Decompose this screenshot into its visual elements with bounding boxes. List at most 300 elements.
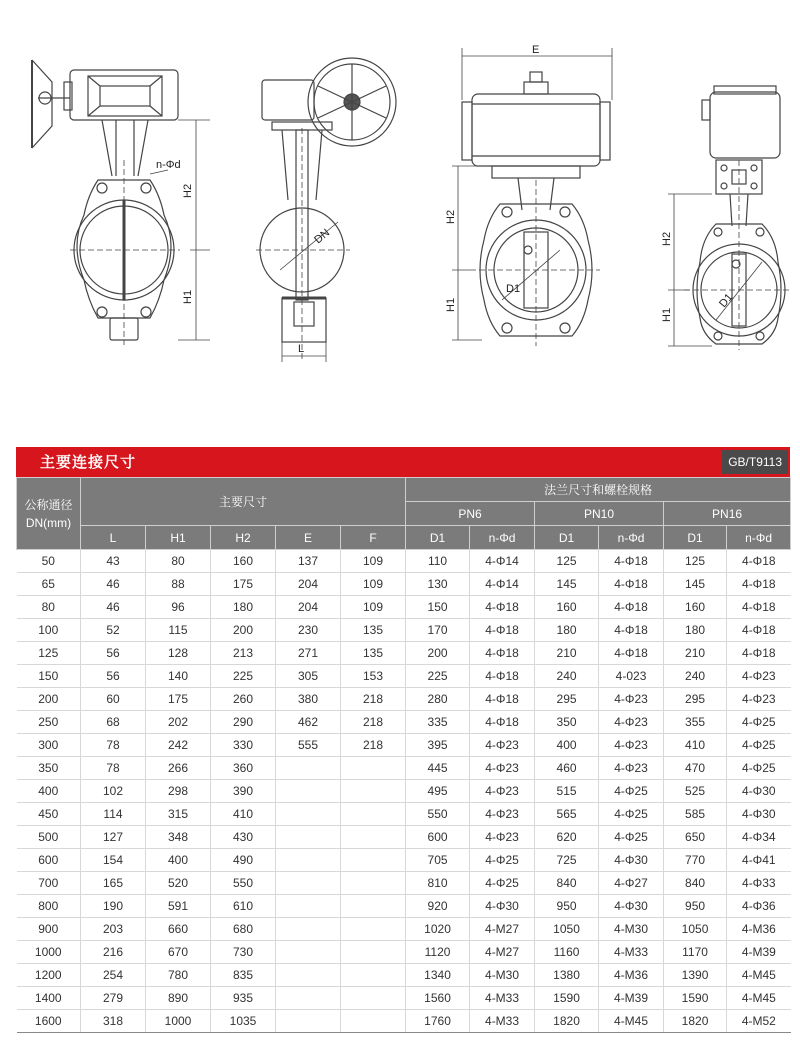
table-cell: 4-M33 xyxy=(470,987,535,1010)
table-row xyxy=(17,596,791,619)
table-cell: 430 xyxy=(211,826,276,849)
table-cell: 109 xyxy=(341,596,406,619)
table-cell: 4-Φ18 xyxy=(599,596,664,619)
table-cell: 4-Φ30 xyxy=(599,849,664,872)
table-cell xyxy=(341,780,406,803)
table-cell: 4-Φ18 xyxy=(470,642,535,665)
label-nphid: n-Φd xyxy=(156,159,181,171)
table-cell: 1170 xyxy=(664,941,727,964)
table-cell: 4-Φ18 xyxy=(470,665,535,688)
table-cell: 4-Φ14 xyxy=(470,573,535,596)
table-cell: 350 xyxy=(17,757,81,780)
table-cell: 4-Φ41 xyxy=(727,849,791,872)
table-cell: 153 xyxy=(341,665,406,688)
table-cell: 4-M39 xyxy=(599,987,664,1010)
table-header xyxy=(17,478,791,550)
table-cell: 4-Φ23 xyxy=(470,780,535,803)
table-cell: 300 xyxy=(17,734,81,757)
table-cell: 920 xyxy=(406,895,470,918)
table-body xyxy=(17,550,791,1033)
header-sub-7: D1 xyxy=(535,526,599,550)
header-dn xyxy=(17,478,81,550)
table-cell: 555 xyxy=(276,734,341,757)
table-cell xyxy=(276,964,341,987)
table-cell: 68 xyxy=(81,711,146,734)
table-cell: 80 xyxy=(146,550,211,573)
table-cell: 50 xyxy=(17,550,81,573)
table-cell: 318 xyxy=(81,1010,146,1033)
table-cell: 4-M45 xyxy=(727,987,791,1010)
table-cell: 1390 xyxy=(664,964,727,987)
table-cell: 1020 xyxy=(406,918,470,941)
table-row xyxy=(17,987,791,1010)
table-cell: 360 xyxy=(211,757,276,780)
table-cell: 271 xyxy=(276,642,341,665)
table-cell: 4-M33 xyxy=(599,941,664,964)
table-cell: 400 xyxy=(146,849,211,872)
table-cell: 4-Φ25 xyxy=(727,757,791,780)
table-cell: 1380 xyxy=(535,964,599,987)
table-cell xyxy=(276,849,341,872)
table-cell: 1050 xyxy=(664,918,727,941)
table-cell: 200 xyxy=(211,619,276,642)
table-cell: 160 xyxy=(535,596,599,619)
table-cell: 170 xyxy=(406,619,470,642)
table-cell: 725 xyxy=(535,849,599,872)
table-cell: 4-Φ23 xyxy=(599,711,664,734)
table-row xyxy=(17,665,791,688)
table-cell: 810 xyxy=(406,872,470,895)
table-cell: 78 xyxy=(81,734,146,757)
table-cell: 4-Φ18 xyxy=(599,619,664,642)
table-cell: 298 xyxy=(146,780,211,803)
table-cell: 4-Φ25 xyxy=(727,711,791,734)
table-cell: 4-Φ27 xyxy=(599,872,664,895)
table-cell: 355 xyxy=(664,711,727,734)
table-cell: 218 xyxy=(341,711,406,734)
table-cell: 4-Φ25 xyxy=(599,826,664,849)
table-cell: 150 xyxy=(17,665,81,688)
table-cell: 4-M45 xyxy=(727,964,791,987)
label-d1: D1 xyxy=(506,283,521,295)
table-cell: 450 xyxy=(17,803,81,826)
table-row xyxy=(17,918,791,941)
table-cell xyxy=(341,987,406,1010)
table-cell: 128 xyxy=(146,642,211,665)
label-h2: H2 xyxy=(182,183,194,198)
table-row xyxy=(17,803,791,826)
table-cell: 520 xyxy=(146,872,211,895)
table-cell: 1160 xyxy=(535,941,599,964)
table-cell: 127 xyxy=(81,826,146,849)
table-cell: 1035 xyxy=(211,1010,276,1033)
table-cell: 1820 xyxy=(535,1010,599,1033)
table-cell: 295 xyxy=(664,688,727,711)
table-cell: 1760 xyxy=(406,1010,470,1033)
table-cell: 1400 xyxy=(17,987,81,1010)
table-row xyxy=(17,872,791,895)
table-cell: 410 xyxy=(664,734,727,757)
table-cell: 4-Φ34 xyxy=(727,826,791,849)
table-cell: 210 xyxy=(535,642,599,665)
table-cell: 290 xyxy=(211,711,276,734)
table-cell: 4-Φ23 xyxy=(470,826,535,849)
table-cell: 650 xyxy=(664,826,727,849)
table-cell: 102 xyxy=(81,780,146,803)
table-cell: 96 xyxy=(146,596,211,619)
table-cell: 115 xyxy=(146,619,211,642)
table-cell: 600 xyxy=(17,849,81,872)
table-cell: 137 xyxy=(276,550,341,573)
table-cell: 4-Φ23 xyxy=(470,734,535,757)
label-dn: DN xyxy=(312,226,333,247)
table-row xyxy=(17,941,791,964)
table-cell: 335 xyxy=(406,711,470,734)
label-e: E xyxy=(532,44,540,56)
table-cell xyxy=(341,849,406,872)
header-pn10: PN10 xyxy=(535,502,664,526)
header-sub-0: L xyxy=(81,526,146,550)
table-cell: 180 xyxy=(535,619,599,642)
table-cell: 295 xyxy=(535,688,599,711)
table-cell: 680 xyxy=(211,918,276,941)
table-cell xyxy=(276,780,341,803)
table-cell: 210 xyxy=(664,642,727,665)
table-cell: 1000 xyxy=(17,941,81,964)
table-cell: 4-Φ30 xyxy=(727,780,791,803)
table-cell: 145 xyxy=(535,573,599,596)
table-cell: 490 xyxy=(211,849,276,872)
table-cell: 770 xyxy=(664,849,727,872)
table-cell: 4-M36 xyxy=(599,964,664,987)
table-cell: 4-Φ23 xyxy=(727,665,791,688)
table-cell: 160 xyxy=(211,550,276,573)
table-row xyxy=(17,573,791,596)
table-cell: 4-Φ18 xyxy=(727,619,791,642)
table-cell: 585 xyxy=(664,803,727,826)
table-cell: 780 xyxy=(146,964,211,987)
table-cell xyxy=(341,803,406,826)
table-cell: 114 xyxy=(81,803,146,826)
table-cell xyxy=(276,757,341,780)
table-cell xyxy=(341,895,406,918)
table-cell: 216 xyxy=(81,941,146,964)
table-cell: 380 xyxy=(276,688,341,711)
table-cell: 840 xyxy=(664,872,727,895)
table-cell: 260 xyxy=(211,688,276,711)
table-cell: 4-Φ23 xyxy=(599,757,664,780)
table-cell: 225 xyxy=(406,665,470,688)
table-cell: 890 xyxy=(146,987,211,1010)
table-cell: 4-M39 xyxy=(727,941,791,964)
table-cell: 1200 xyxy=(17,964,81,987)
table-cell: 202 xyxy=(146,711,211,734)
table-cell xyxy=(276,803,341,826)
section-title-bar xyxy=(16,447,790,477)
table-cell: 110 xyxy=(406,550,470,573)
table-cell: 730 xyxy=(211,941,276,964)
table-cell: 4-M27 xyxy=(470,941,535,964)
table-cell: 4-Φ25 xyxy=(599,803,664,826)
label-l: L xyxy=(298,343,305,355)
table-cell: 130 xyxy=(406,573,470,596)
table-row xyxy=(17,711,791,734)
technical-drawings xyxy=(0,0,800,440)
table-cell: 620 xyxy=(535,826,599,849)
table-cell: 200 xyxy=(406,642,470,665)
table-cell: 840 xyxy=(535,872,599,895)
header-sub-8: n-Φd xyxy=(599,526,664,550)
table-cell: 1590 xyxy=(664,987,727,1010)
table-row xyxy=(17,734,791,757)
table-cell: 1000 xyxy=(146,1010,211,1033)
table-row xyxy=(17,964,791,987)
table-cell xyxy=(341,964,406,987)
table-row xyxy=(17,688,791,711)
table-cell xyxy=(276,987,341,1010)
table-cell: 280 xyxy=(406,688,470,711)
table-cell: 56 xyxy=(81,642,146,665)
label-h2-pneumatic: H2 xyxy=(445,209,457,224)
table-cell: 445 xyxy=(406,757,470,780)
table-cell: 400 xyxy=(535,734,599,757)
table-cell: 4-Φ18 xyxy=(727,573,791,596)
table-cell: 4-M33 xyxy=(470,1010,535,1033)
table-cell: 266 xyxy=(146,757,211,780)
header-subcolumns xyxy=(17,526,791,550)
header-sub-9: D1 xyxy=(664,526,727,550)
table-cell: 935 xyxy=(211,987,276,1010)
table-cell: 250 xyxy=(17,711,81,734)
table-cell: 125 xyxy=(664,550,727,573)
table-cell: 1050 xyxy=(535,918,599,941)
table-cell: 4-Φ18 xyxy=(727,550,791,573)
table-cell xyxy=(276,826,341,849)
table-cell: 950 xyxy=(535,895,599,918)
table-cell: 500 xyxy=(17,826,81,849)
section-title: 主要连接尺寸 xyxy=(40,453,137,471)
table-cell: 225 xyxy=(211,665,276,688)
table-cell: 800 xyxy=(17,895,81,918)
header-sub-3: E xyxy=(276,526,341,550)
table-cell: 1820 xyxy=(664,1010,727,1033)
table-cell: 1120 xyxy=(406,941,470,964)
table-cell: 835 xyxy=(211,964,276,987)
table-cell: 1600 xyxy=(17,1010,81,1033)
table-cell: 4-M45 xyxy=(599,1010,664,1033)
table-cell: 279 xyxy=(81,987,146,1010)
table-cell: 4-Φ18 xyxy=(470,596,535,619)
table-cell: 46 xyxy=(81,596,146,619)
table-cell: 4-Φ23 xyxy=(727,688,791,711)
table-row xyxy=(17,550,791,573)
label-h1: H1 xyxy=(182,289,194,304)
table-cell: 4-Φ18 xyxy=(599,642,664,665)
table-cell: 470 xyxy=(664,757,727,780)
table-cell xyxy=(276,895,341,918)
table-cell: 175 xyxy=(146,688,211,711)
table-cell: 4-Φ25 xyxy=(470,849,535,872)
table-row xyxy=(17,780,791,803)
table-row xyxy=(17,757,791,780)
table-cell: 390 xyxy=(211,780,276,803)
table-cell: 175 xyxy=(211,573,276,596)
table-cell xyxy=(341,826,406,849)
table-cell: 4-Φ14 xyxy=(470,550,535,573)
table-cell: 4-023 xyxy=(599,665,664,688)
header-pn6: PN6 xyxy=(406,502,535,526)
table-cell: 4-M30 xyxy=(599,918,664,941)
table-cell: 4-Φ30 xyxy=(599,895,664,918)
table-cell: 204 xyxy=(276,596,341,619)
standard-badge: GB/T9113 xyxy=(722,450,788,474)
table-cell: 65 xyxy=(17,573,81,596)
table-cell: 125 xyxy=(17,642,81,665)
table-cell: 4-Φ30 xyxy=(470,895,535,918)
table-cell xyxy=(276,872,341,895)
table-cell: 600 xyxy=(406,826,470,849)
table-cell: 525 xyxy=(664,780,727,803)
table-cell: 4-M30 xyxy=(470,964,535,987)
electric-valve-drawing xyxy=(661,86,792,350)
table-cell: 4-Φ25 xyxy=(727,734,791,757)
table-cell: 495 xyxy=(406,780,470,803)
table-cell xyxy=(341,918,406,941)
table-cell xyxy=(276,941,341,964)
table-cell: 135 xyxy=(341,619,406,642)
table-cell: 46 xyxy=(81,573,146,596)
table-cell: 348 xyxy=(146,826,211,849)
table-cell: 242 xyxy=(146,734,211,757)
header-dn-line2: DN(mm) xyxy=(25,515,72,530)
header-sub-2: H2 xyxy=(211,526,276,550)
table-row xyxy=(17,849,791,872)
table-cell: 213 xyxy=(211,642,276,665)
table-cell: 4-Φ18 xyxy=(470,688,535,711)
table-cell: 109 xyxy=(341,550,406,573)
table-cell: 43 xyxy=(81,550,146,573)
table-cell: 4-M36 xyxy=(727,918,791,941)
table-cell xyxy=(276,918,341,941)
table-cell: 4-Φ23 xyxy=(470,803,535,826)
table-row xyxy=(17,826,791,849)
label-h1-pneumatic: H1 xyxy=(445,297,457,312)
header-sub-5: D1 xyxy=(406,526,470,550)
table-cell: 900 xyxy=(17,918,81,941)
table-cell: 218 xyxy=(341,688,406,711)
table-cell: 125 xyxy=(535,550,599,573)
label-h1-electric: H1 xyxy=(661,307,673,322)
table-cell: 305 xyxy=(276,665,341,688)
table-cell: 1590 xyxy=(535,987,599,1010)
table-cell: 4-Φ18 xyxy=(470,619,535,642)
table-cell: 180 xyxy=(664,619,727,642)
table-cell: 4-Φ23 xyxy=(599,734,664,757)
table-cell: 4-Φ33 xyxy=(727,872,791,895)
table-cell: 4-Φ36 xyxy=(727,895,791,918)
table-row xyxy=(17,1010,791,1033)
table-cell: 550 xyxy=(211,872,276,895)
table-cell: 4-Φ18 xyxy=(727,642,791,665)
header-sub-6: n-Φd xyxy=(470,526,535,550)
header-pn16: PN16 xyxy=(664,502,791,526)
table-cell: 705 xyxy=(406,849,470,872)
table-cell: 56 xyxy=(81,665,146,688)
table-cell: 240 xyxy=(535,665,599,688)
table-cell: 60 xyxy=(81,688,146,711)
table-cell: 203 xyxy=(81,918,146,941)
table-cell: 400 xyxy=(17,780,81,803)
table-cell: 140 xyxy=(146,665,211,688)
table-cell xyxy=(276,1010,341,1033)
table-cell: 218 xyxy=(341,734,406,757)
table-cell: 88 xyxy=(146,573,211,596)
header-dn-line1: 公称通径 xyxy=(24,497,73,512)
table-cell: 180 xyxy=(211,596,276,619)
table-row xyxy=(17,642,791,665)
table-cell: 550 xyxy=(406,803,470,826)
header-main-dims: 主要尺寸 xyxy=(81,478,406,526)
table-cell xyxy=(341,941,406,964)
pneumatic-valve-drawing xyxy=(445,44,612,346)
table-cell: 462 xyxy=(276,711,341,734)
table-cell: 4-Φ18 xyxy=(470,711,535,734)
label-d1-electric: D1 xyxy=(717,291,736,310)
table-cell: 410 xyxy=(211,803,276,826)
header-sub-4: F xyxy=(341,526,406,550)
table-cell: 4-Φ25 xyxy=(470,872,535,895)
table-cell: 565 xyxy=(535,803,599,826)
table-cell: 230 xyxy=(276,619,341,642)
table-cell: 78 xyxy=(81,757,146,780)
table-cell: 4-M27 xyxy=(470,918,535,941)
table-cell: 254 xyxy=(81,964,146,987)
header-sub-10: n-Φd xyxy=(727,526,791,550)
table-cell: 4-Φ23 xyxy=(470,757,535,780)
table-cell: 610 xyxy=(211,895,276,918)
table-cell: 240 xyxy=(664,665,727,688)
gear-valve-drawing xyxy=(32,60,210,345)
table-cell xyxy=(341,1010,406,1033)
table-cell: 700 xyxy=(17,872,81,895)
table-cell: 4-Φ18 xyxy=(599,573,664,596)
table-cell: 150 xyxy=(406,596,470,619)
table-cell: 154 xyxy=(81,849,146,872)
table-cell: 165 xyxy=(81,872,146,895)
table-cell: 4-Φ30 xyxy=(727,803,791,826)
table-cell: 460 xyxy=(535,757,599,780)
table-cell: 670 xyxy=(146,941,211,964)
table-row xyxy=(17,619,791,642)
table-cell: 204 xyxy=(276,573,341,596)
table-cell: 160 xyxy=(664,596,727,619)
table-cell: 145 xyxy=(664,573,727,596)
table-cell: 395 xyxy=(406,734,470,757)
table-cell: 4-Φ23 xyxy=(599,688,664,711)
table-cell: 190 xyxy=(81,895,146,918)
table-cell: 4-Φ25 xyxy=(599,780,664,803)
table-cell: 515 xyxy=(535,780,599,803)
table-cell: 591 xyxy=(146,895,211,918)
table-cell: 950 xyxy=(664,895,727,918)
label-h2-electric: H2 xyxy=(661,231,673,246)
table-cell: 4-M52 xyxy=(727,1010,791,1033)
header-sub-1: H1 xyxy=(146,526,211,550)
dimension-table xyxy=(16,477,791,1033)
table-cell: 350 xyxy=(535,711,599,734)
table-cell xyxy=(341,872,406,895)
header-flange: 法兰尺寸和螺栓规格 xyxy=(406,478,791,502)
